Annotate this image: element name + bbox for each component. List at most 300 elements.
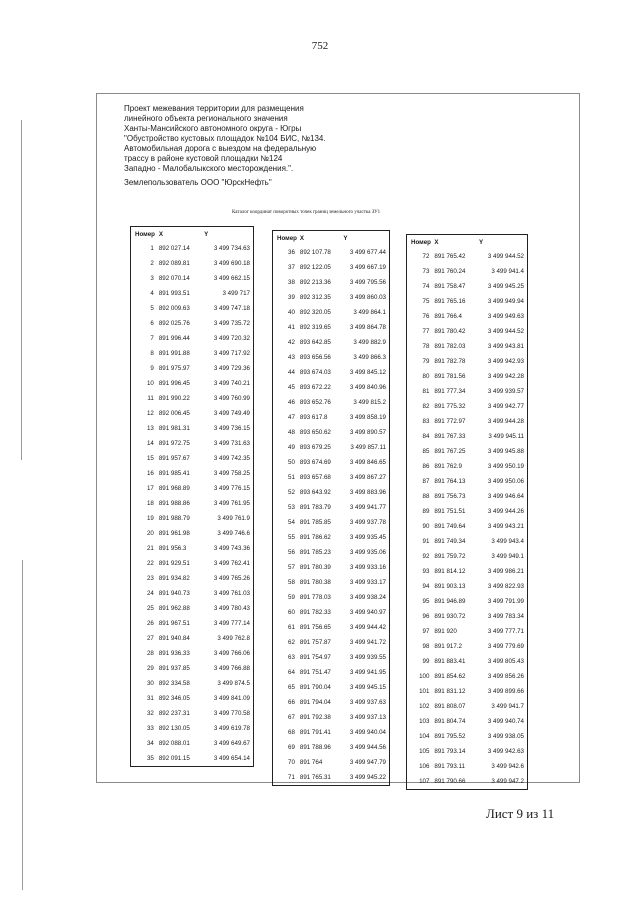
coordinate-y: 3 499 729.36 xyxy=(213,365,250,372)
table-header-row xyxy=(273,231,390,246)
table-row xyxy=(407,549,528,564)
point-number: 55 xyxy=(288,534,295,541)
coordinate-x: 891 757.87 xyxy=(299,639,331,646)
table-row xyxy=(273,425,390,440)
coordinate-y: 3 499 766.06 xyxy=(213,650,250,657)
project-title xyxy=(124,104,384,174)
coordinate-x: 893 656.56 xyxy=(299,354,331,361)
coordinate-y: 3 499 941.72 xyxy=(349,639,386,646)
point-number: 3 xyxy=(150,275,154,282)
point-number: 69 xyxy=(288,744,295,751)
table-row xyxy=(273,305,390,320)
table-row xyxy=(273,440,390,455)
coordinate-x: 891 937.85 xyxy=(158,665,190,672)
coordinate-y: 3 499 944.56 xyxy=(349,744,386,751)
table-row xyxy=(131,421,254,436)
table-row xyxy=(131,556,254,571)
point-number: 74 xyxy=(422,283,430,290)
coordinate-y: 3 499 944.28 xyxy=(487,418,524,425)
table-row xyxy=(273,680,390,695)
coordinate-x: 892 025.76 xyxy=(158,320,190,327)
coordinate-x: 891 962.88 xyxy=(158,605,190,612)
point-number: 14 xyxy=(146,440,154,447)
point-number: 17 xyxy=(146,485,154,492)
coordinate-x: 891 831.12 xyxy=(434,688,466,695)
point-number: 103 xyxy=(419,718,430,725)
coordinate-y: 3 499 942.77 xyxy=(487,403,524,410)
coordinate-x: 892 319.65 xyxy=(299,324,331,331)
scan-edge-line xyxy=(22,560,23,890)
table-row xyxy=(131,361,254,376)
point-number: 30 xyxy=(146,680,154,687)
coordinate-y: 3 499 740.21 xyxy=(213,380,250,387)
point-number: 73 xyxy=(422,268,430,275)
coordinate-y: 3 499 749.49 xyxy=(213,410,250,417)
table-row xyxy=(273,605,390,620)
table-row xyxy=(407,354,528,369)
coordinate-y: 3 499 761.95 xyxy=(213,500,250,507)
point-number: 105 xyxy=(419,748,430,755)
table-row xyxy=(273,470,390,485)
title-line: линейного объекта регионального значения xyxy=(124,114,288,123)
coordinate-y: 3 499 944.52 xyxy=(487,328,524,335)
coordinate-y: 3 499 866.3 xyxy=(353,354,386,361)
coordinate-y: 3 499 945.11 xyxy=(488,433,524,440)
coordinate-y: 3 499 940.74 xyxy=(487,718,524,725)
coordinate-y: 3 499 937.78 xyxy=(349,519,386,526)
coordinate-x: 891 786.62 xyxy=(299,534,331,541)
point-number: 106 xyxy=(419,763,430,770)
point-number: 65 xyxy=(288,684,295,691)
coordinate-y: 3 499 735.72 xyxy=(213,320,250,327)
table-row xyxy=(407,339,528,354)
coordinate-y: 3 499 770.58 xyxy=(213,710,250,717)
coordinate-y: 3 499 944.42 xyxy=(349,624,386,631)
point-number: 7 xyxy=(150,335,154,342)
point-number: 56 xyxy=(288,549,295,556)
coordinate-x: 891 990.22 xyxy=(158,395,190,402)
table-row xyxy=(273,650,390,665)
coordinate-y: 3 499 947.2 xyxy=(491,778,524,785)
coordinate-x: 891 758.47 xyxy=(434,283,466,290)
point-number: 37 xyxy=(288,264,295,271)
point-number: 61 xyxy=(288,624,295,631)
coordinate-x: 893 674.03 xyxy=(299,369,331,376)
coordinate-x: 891 991.88 xyxy=(158,350,190,357)
coordinate-x: 893 672.22 xyxy=(299,384,331,391)
title-line: Автомобильная дорога с выездом на федеральную xyxy=(124,144,317,153)
coordinate-x: 892 130.05 xyxy=(158,725,190,732)
coordinate-x: 892 237.31 xyxy=(158,710,190,717)
coordinate-x: 891 808.07 xyxy=(434,703,466,710)
table-row xyxy=(273,635,390,650)
coordinate-x: 891 780.39 xyxy=(299,564,331,571)
point-number: 22 xyxy=(146,560,154,567)
point-number: 77 xyxy=(422,328,430,335)
point-number: 8 xyxy=(150,350,154,357)
coordinate-y: 3 499 935.45 xyxy=(349,534,386,541)
point-number: 20 xyxy=(146,530,154,537)
point-number: 81 xyxy=(422,388,430,395)
coordinates-table-3 xyxy=(406,234,528,790)
coordinate-y: 3 499 762.41 xyxy=(213,560,250,567)
point-number: 84 xyxy=(422,433,430,440)
point-number: 42 xyxy=(288,339,295,346)
table-row xyxy=(131,631,254,646)
table-row xyxy=(131,451,254,466)
coordinate-x: 891 782.78 xyxy=(434,358,466,365)
coordinate-x: 891 765.31 xyxy=(299,774,331,781)
table-row xyxy=(131,466,254,481)
table-row xyxy=(273,695,390,710)
coordinates-table-2 xyxy=(272,230,390,786)
coordinate-x: 891 814.12 xyxy=(434,568,466,575)
point-number: 101 xyxy=(419,688,430,695)
header-number: Номер xyxy=(411,238,431,246)
coordinate-x: 893 642.85 xyxy=(299,339,331,346)
table-row xyxy=(273,290,390,305)
table-row xyxy=(407,609,528,624)
coordinate-y: 3 499 942.93 xyxy=(487,358,524,365)
coordinate-x: 891 996.45 xyxy=(158,380,190,387)
coordinate-x: 891 782.33 xyxy=(299,609,331,616)
point-number: 64 xyxy=(288,669,295,676)
coordinate-y: 3 499 943.21 xyxy=(487,523,524,530)
point-number: 33 xyxy=(146,725,154,732)
point-number: 15 xyxy=(146,455,154,462)
coordinate-y: 3 499 761.9 xyxy=(217,515,250,522)
coordinate-x: 891 760.24 xyxy=(434,268,466,275)
coordinate-x: 892 088.01 xyxy=(158,740,190,747)
coordinate-y: 3 499 841.09 xyxy=(213,695,250,702)
table-row xyxy=(273,455,390,470)
coordinate-y: 3 499 947.79 xyxy=(349,759,386,766)
point-number: 6 xyxy=(150,320,154,327)
table-row xyxy=(131,346,254,361)
coordinate-y: 3 499 840.96 xyxy=(349,384,386,391)
coordinate-y: 3 499 766.88 xyxy=(213,665,250,672)
table-row xyxy=(407,249,528,264)
coordinate-x: 891 792.38 xyxy=(299,714,331,721)
coordinate-x: 891 940.84 xyxy=(158,635,190,642)
table-row xyxy=(407,519,528,534)
coordinate-x: 891 759.72 xyxy=(434,553,466,560)
point-number: 71 xyxy=(288,774,295,781)
point-number: 100 xyxy=(419,673,430,680)
coordinate-y: 3 499 805.43 xyxy=(487,658,524,665)
table-row xyxy=(407,504,528,519)
point-number: 107 xyxy=(419,778,430,785)
coordinate-y: 3 499 677.44 xyxy=(349,249,386,256)
table-row xyxy=(131,496,254,511)
coordinate-y: 3 499 937.63 xyxy=(349,699,386,706)
point-number: 68 xyxy=(288,729,295,736)
table-row xyxy=(273,365,390,380)
table-row xyxy=(131,391,254,406)
point-number: 1 xyxy=(150,245,154,252)
coordinate-y: 3 499 937.13 xyxy=(349,714,386,721)
point-number: 99 xyxy=(422,658,430,665)
table-row xyxy=(273,665,390,680)
coordinate-x: 891 778.03 xyxy=(299,594,331,601)
point-number: 43 xyxy=(288,354,295,361)
coordinate-x: 892 213.36 xyxy=(299,279,331,286)
page-number: 752 xyxy=(311,40,329,52)
table-row xyxy=(131,406,254,421)
point-number: 19 xyxy=(146,515,154,522)
coordinate-x: 891 764.13 xyxy=(434,478,466,485)
coordinate-y: 3 499 777.71 xyxy=(487,628,524,635)
coordinate-x: 893 643.92 xyxy=(299,489,331,496)
coordinate-x: 893 652.76 xyxy=(299,399,331,406)
point-number: 45 xyxy=(288,384,295,391)
point-number: 95 xyxy=(422,598,430,605)
coordinate-y: 3 499 779.69 xyxy=(487,643,524,650)
table-row xyxy=(407,414,528,429)
coordinate-x: 893 679.25 xyxy=(299,444,331,451)
point-number: 34 xyxy=(146,740,154,747)
point-number: 24 xyxy=(146,590,154,597)
table-row xyxy=(407,324,528,339)
point-number: 18 xyxy=(146,500,154,507)
coordinate-x: 892 122.05 xyxy=(299,264,331,271)
coordinate-y: 3 499 949.1 xyxy=(491,553,524,560)
coordinate-y: 3 499 940.04 xyxy=(349,729,386,736)
coordinate-y: 3 499 941.4 xyxy=(491,268,524,275)
point-number: 25 xyxy=(146,605,154,612)
table-row xyxy=(407,534,528,549)
coordinate-y: 3 499 938.24 xyxy=(349,594,386,601)
table-header-row xyxy=(131,227,254,242)
table-row xyxy=(131,511,254,526)
coordinate-x: 891 764 xyxy=(299,759,323,766)
coordinate-y: 3 499 662.15 xyxy=(213,275,250,282)
table-row xyxy=(131,271,254,286)
point-number: 9 xyxy=(150,365,154,372)
coordinate-y: 3 499 760.99 xyxy=(213,395,250,402)
point-number: 86 xyxy=(422,463,430,470)
point-number: 47 xyxy=(288,414,295,421)
table-row xyxy=(273,260,390,275)
coordinate-y: 3 499 945.15 xyxy=(349,684,386,691)
coordinate-y: 3 499 986.21 xyxy=(487,568,524,575)
coordinate-y: 3 499 933.16 xyxy=(349,564,386,571)
coordinate-y: 3 499 747.18 xyxy=(213,305,250,312)
coordinate-x: 891 794.04 xyxy=(299,699,331,706)
table-row xyxy=(131,616,254,631)
coordinate-y: 3 499 942.28 xyxy=(487,373,524,380)
table-row xyxy=(273,545,390,560)
table-row xyxy=(131,721,254,736)
coordinate-x: 891 785.23 xyxy=(299,549,331,556)
coordinate-x: 891 777.34 xyxy=(434,388,466,395)
point-number: 28 xyxy=(146,650,154,657)
point-number: 46 xyxy=(288,399,295,406)
table-row xyxy=(407,744,528,759)
table-row xyxy=(407,759,528,774)
coordinate-x: 891 767.33 xyxy=(434,433,466,440)
coordinate-y: 3 499 882.9 xyxy=(353,339,386,346)
coordinate-y: 3 499 717 xyxy=(222,290,250,297)
table-row xyxy=(273,620,390,635)
coordinate-y: 3 499 857.11 xyxy=(350,444,386,451)
coordinate-x: 891 766.4 xyxy=(434,313,462,320)
coordinate-x: 892 070.14 xyxy=(158,275,190,282)
coordinate-y: 3 499 777.14 xyxy=(213,620,250,627)
point-number: 85 xyxy=(422,448,430,455)
table-row xyxy=(273,275,390,290)
table-row xyxy=(131,241,254,256)
table-row xyxy=(407,429,528,444)
point-number: 98 xyxy=(422,643,430,650)
table-row xyxy=(273,320,390,335)
table-row xyxy=(407,264,528,279)
point-number: 53 xyxy=(288,504,295,511)
table-row xyxy=(131,286,254,301)
point-number: 36 xyxy=(288,249,295,256)
coordinate-y: 3 499 742.35 xyxy=(213,455,250,462)
header-y: Y xyxy=(204,230,209,238)
point-number: 23 xyxy=(146,575,154,582)
scan-edge-line xyxy=(21,120,22,460)
point-number: 29 xyxy=(146,665,154,672)
table-row xyxy=(273,395,390,410)
table-row xyxy=(407,699,528,714)
coordinate-y: 3 499 941.77 xyxy=(349,504,386,511)
table-row xyxy=(407,729,528,744)
table-row xyxy=(273,740,390,755)
point-number: 76 xyxy=(422,313,430,320)
table-row xyxy=(407,279,528,294)
table-row xyxy=(407,624,528,639)
table-header-row xyxy=(407,235,528,250)
coordinate-y: 3 499 899.66 xyxy=(487,688,524,695)
point-number: 90 xyxy=(422,523,430,530)
coordinate-x: 891 790.66 xyxy=(434,778,466,785)
table-row xyxy=(407,669,528,684)
coordinate-y: 3 499 667.19 xyxy=(349,264,386,271)
point-number: 16 xyxy=(146,470,154,477)
table-row xyxy=(273,500,390,515)
coordinate-y: 3 499 867.27 xyxy=(349,474,386,481)
coordinate-x: 892 009.63 xyxy=(158,305,190,312)
coordinate-y: 3 499 860.03 xyxy=(349,294,386,301)
coordinate-y: 3 499 942.63 xyxy=(487,748,524,755)
coordinate-y: 3 499 762.8 xyxy=(217,635,250,642)
point-number: 41 xyxy=(288,324,295,331)
coordinate-x: 892 320.05 xyxy=(299,309,331,316)
table-row xyxy=(407,594,528,609)
coordinate-x: 891 985.41 xyxy=(158,470,190,477)
coordinate-y: 3 499 619.78 xyxy=(213,725,250,732)
coordinate-y: 3 499 758.25 xyxy=(213,470,250,477)
coordinate-x: 891 854.62 xyxy=(434,673,466,680)
table-row xyxy=(131,571,254,586)
coordinate-x: 891 749.34 xyxy=(434,538,466,545)
coordinate-x: 891 751.51 xyxy=(434,508,466,515)
coordinate-x: 893 650.62 xyxy=(299,429,331,436)
coordinate-y: 3 499 845.12 xyxy=(349,369,386,376)
table-row xyxy=(407,294,528,309)
title-line: Западно - Малобалыкского месторождения.". xyxy=(124,164,294,173)
coordinate-x: 891 791.41 xyxy=(299,729,331,736)
point-number: 80 xyxy=(422,373,430,380)
point-number: 2 xyxy=(150,260,154,267)
table-row xyxy=(131,601,254,616)
point-number: 39 xyxy=(288,294,295,301)
point-number: 82 xyxy=(422,403,430,410)
coordinate-x: 891 788.96 xyxy=(299,744,331,751)
coordinate-x: 891 772.97 xyxy=(434,418,466,425)
coordinate-x: 891 781.56 xyxy=(434,373,466,380)
table-row xyxy=(131,331,254,346)
table-row xyxy=(273,755,390,770)
point-number: 11 xyxy=(147,395,154,402)
point-number: 93 xyxy=(422,568,430,575)
point-number: 70 xyxy=(288,759,295,766)
coordinate-y: 3 499 864.1 xyxy=(353,309,386,316)
header-x: X xyxy=(299,234,305,242)
coordinate-y: 3 499 791.99 xyxy=(487,598,524,605)
coordinate-y: 3 499 746.6 xyxy=(217,530,250,537)
coordinate-y: 3 499 734.63 xyxy=(213,245,250,252)
point-number: 63 xyxy=(288,654,295,661)
coordinate-x: 891 749.64 xyxy=(434,523,466,530)
coordinate-y: 3 499 743.36 xyxy=(213,545,250,552)
point-number: 96 xyxy=(422,613,430,620)
point-number: 32 xyxy=(146,710,154,717)
table-row xyxy=(273,725,390,740)
coordinate-x: 893 617.8 xyxy=(299,414,328,421)
table-row xyxy=(407,714,528,729)
coordinate-x: 891 785.85 xyxy=(299,519,331,526)
point-number: 92 xyxy=(422,553,430,560)
table-row xyxy=(273,710,390,725)
coordinate-y: 3 499 780.43 xyxy=(213,605,250,612)
coordinate-y: 3 499 945.22 xyxy=(349,774,386,781)
point-number: 27 xyxy=(146,635,154,642)
point-number: 10 xyxy=(146,380,154,387)
coordinate-x: 891 780.38 xyxy=(299,579,331,586)
coordinate-y: 3 499 864.78 xyxy=(349,324,386,331)
table-row xyxy=(273,485,390,500)
table-row xyxy=(407,444,528,459)
coordinate-y: 3 499 654.14 xyxy=(213,755,250,762)
point-number: 21 xyxy=(146,545,154,552)
table-row xyxy=(131,376,254,391)
coordinate-y: 3 499 939.57 xyxy=(487,388,524,395)
coordinate-y: 3 499 717.92 xyxy=(213,350,250,357)
point-number: 26 xyxy=(146,620,154,627)
title-line: Проект межевания территории для размещения xyxy=(124,104,304,113)
coordinate-y: 3 499 761.03 xyxy=(213,590,250,597)
coordinate-x: 891 936.33 xyxy=(158,650,190,657)
table-row xyxy=(131,646,254,661)
point-number: 31 xyxy=(146,695,154,702)
coordinate-y: 3 499 950.19 xyxy=(487,463,524,470)
coordinate-y: 3 499 941.7 xyxy=(491,703,524,710)
coordinate-y: 3 499 949.63 xyxy=(487,313,524,320)
coordinate-x: 891 883.41 xyxy=(434,658,466,665)
coordinate-y: 3 499 765.26 xyxy=(213,575,250,582)
title-line: "Обустройство кустовых площадок №104 БИС, №134. xyxy=(124,134,326,143)
point-number: 87 xyxy=(422,478,430,485)
table-row xyxy=(131,526,254,541)
table-row xyxy=(407,459,528,474)
table-row xyxy=(273,530,390,545)
coordinate-y: 3 499 946.64 xyxy=(487,493,524,500)
point-number: 38 xyxy=(288,279,295,286)
